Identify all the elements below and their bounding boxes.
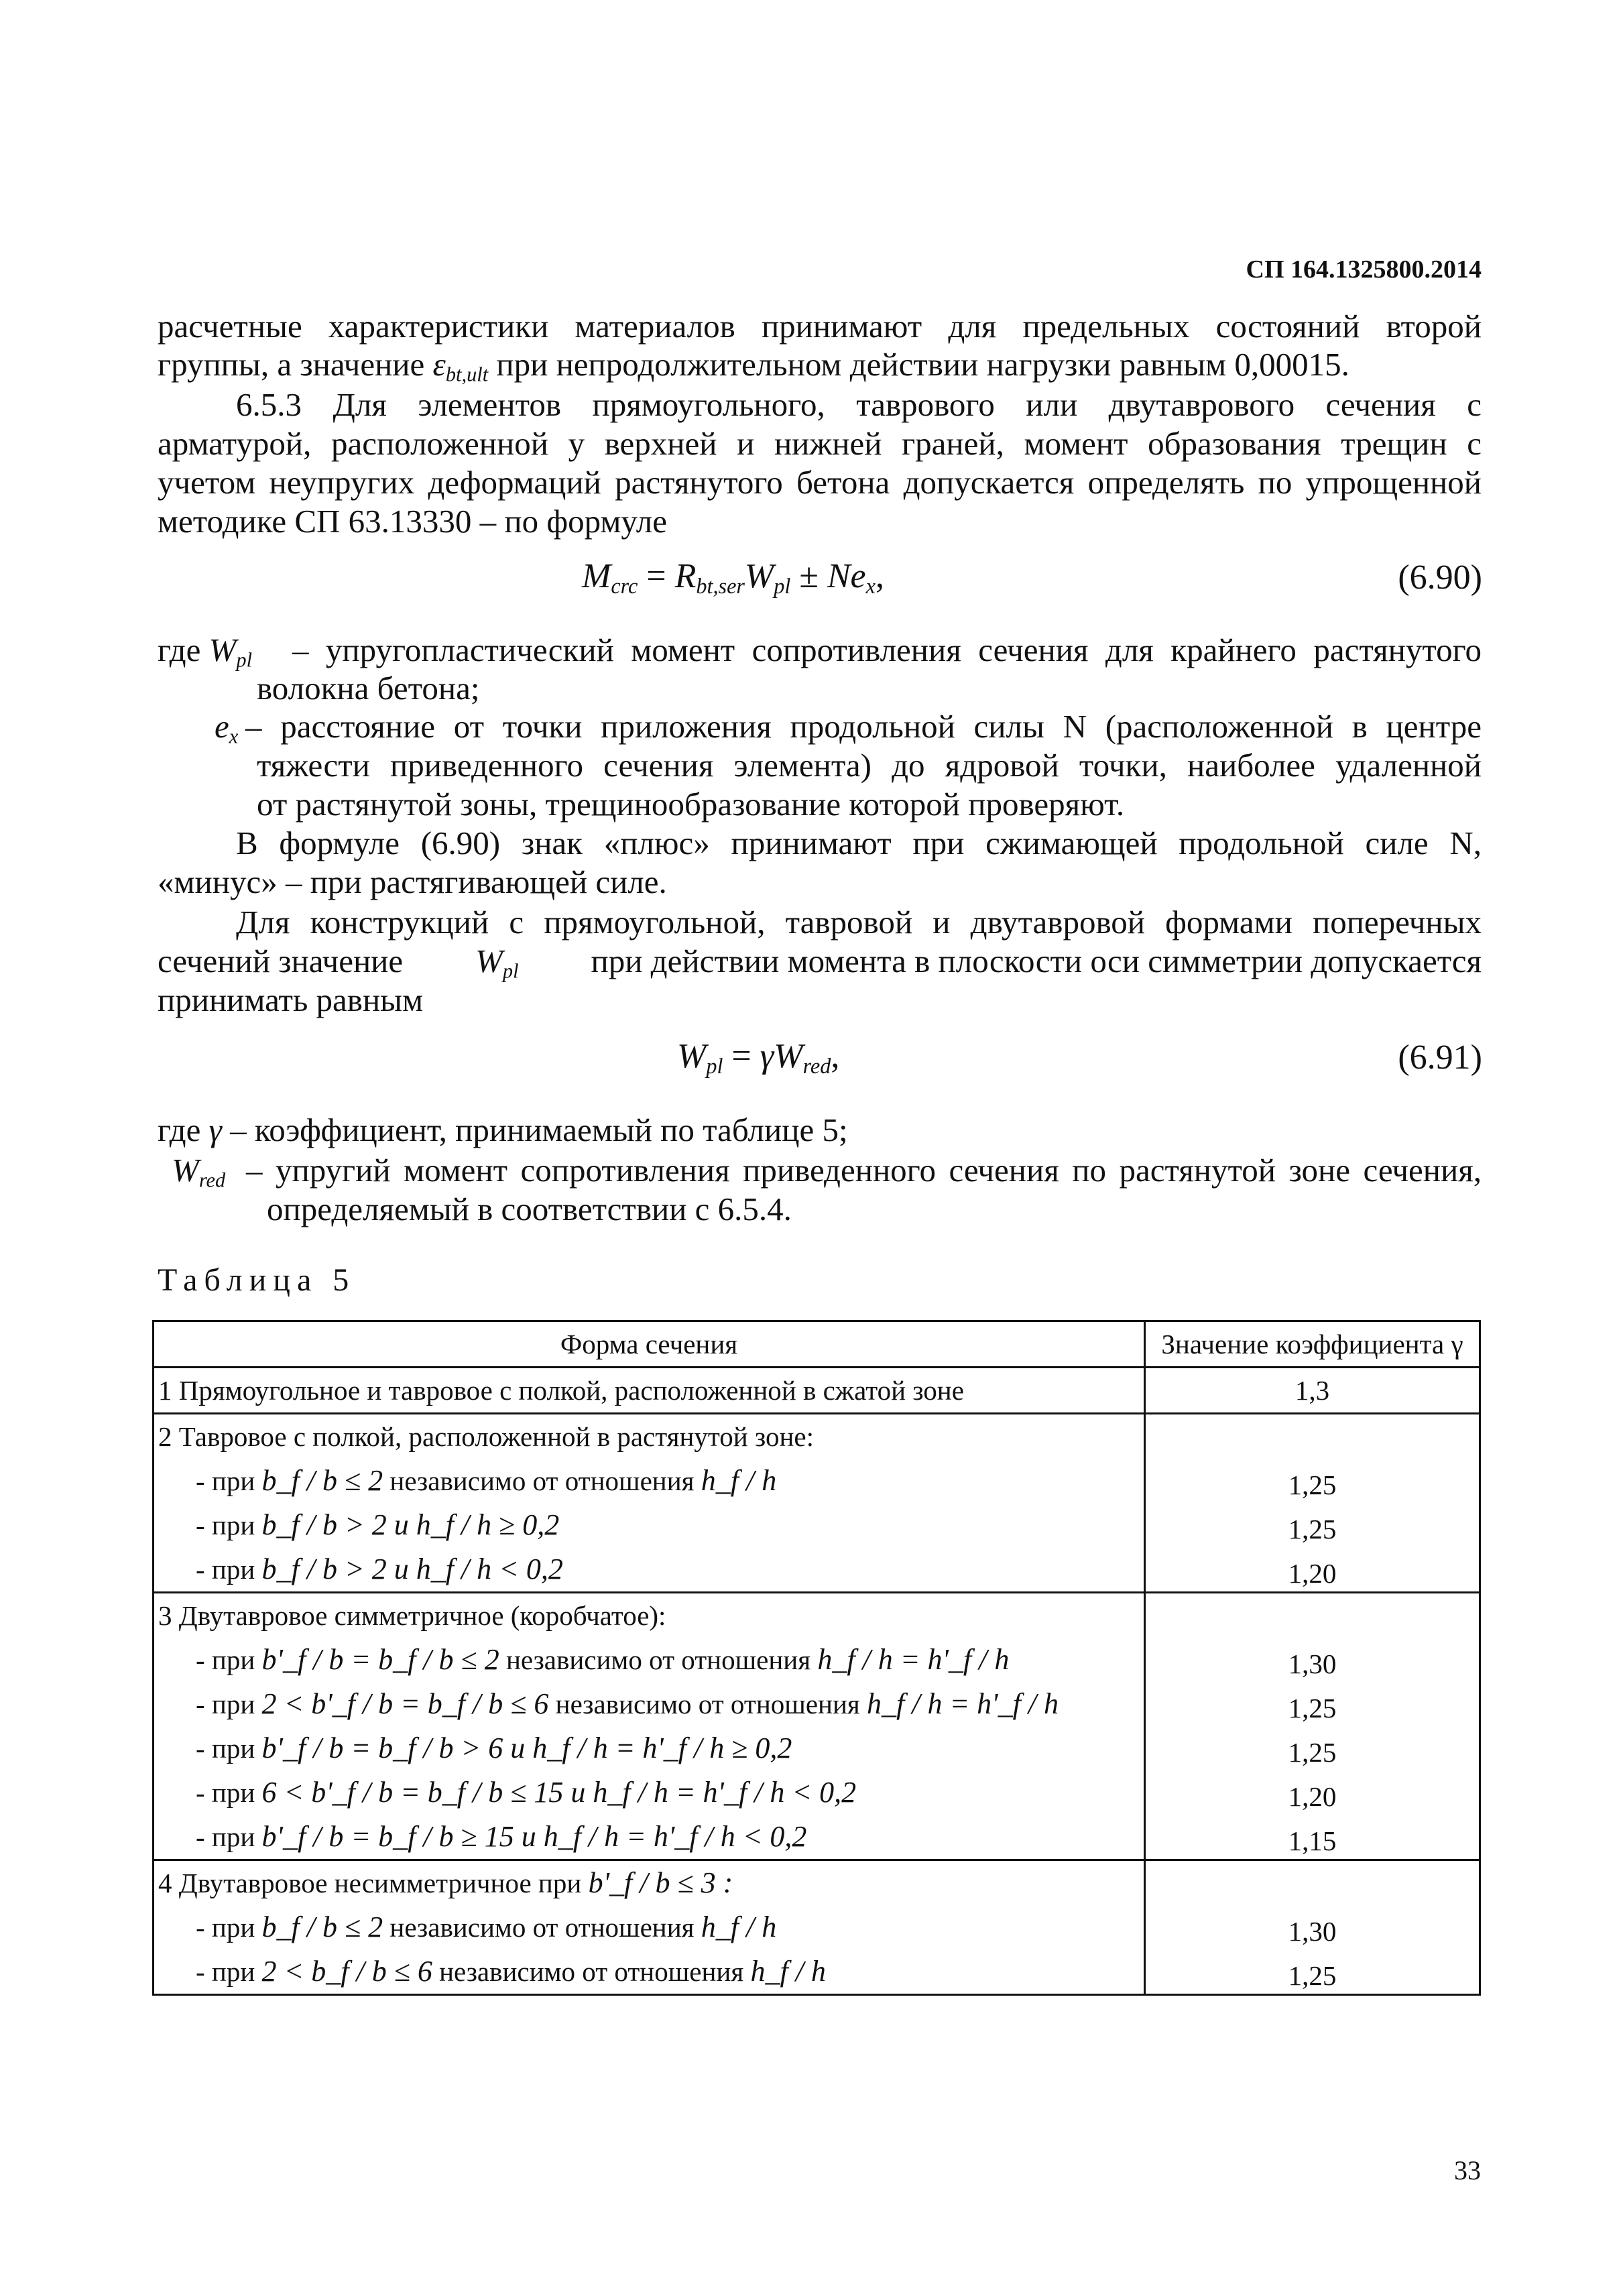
where-wpl-text-2: волокна бетона; xyxy=(257,670,480,707)
group-3-row-4: - при 6 < b'_f / b = b_f / b ≤ 15 и h_f / h = h'_f / h < 0,2 xyxy=(196,1776,857,1809)
group-4-row-1: - при b_f / b ≤ 2 независимо от отношения h_f / h xyxy=(196,1911,777,1943)
para-sign-line-2: «минус» – при растягивающей силе. xyxy=(158,863,667,900)
group-2-row-2: - при b_f / b > 2 и h_f / h ≥ 0,2 xyxy=(196,1508,560,1541)
group-3-value-4: 1,20 xyxy=(1288,1781,1337,1812)
group-3-row-3: - при b'_f / b = b_f / b > 6 и h_f / h = h'_f / h ≥ 0,2 xyxy=(196,1732,792,1764)
col-header-gamma: Значение коэффициента γ xyxy=(1144,1321,1480,1368)
table-header-row xyxy=(154,1321,1480,1368)
group-2-title-value xyxy=(1146,1414,1479,1459)
equation-number-6-91: (6.91) xyxy=(1398,1038,1482,1077)
where-ex-text-2: тяжести приведенного сечения элемента) до ядровой точки, наиболее удаленной xyxy=(257,747,1482,784)
where-ex-text-3: от растянутой зоны, трещинообразование которой проверяют. xyxy=(257,786,1125,823)
para-sign-line-1: В формуле (6.90) знак «плюс» принимают при сжимающей продольной силе N, xyxy=(236,825,1482,861)
page-number: 33 xyxy=(1454,2155,1481,2185)
intro-line-1: расчетные характеристики материалов принимают для предельных состояний второй xyxy=(158,308,1482,345)
where-wred-symbol: $W_{red}$ xyxy=(172,1152,226,1192)
where-ex-symbol: $e_x$ xyxy=(215,708,239,748)
group-2-row-1: - при b_f / b ≤ 2 независимо от отношения h_f / h xyxy=(196,1464,777,1497)
group-3-title-value xyxy=(1146,1593,1479,1638)
table-row-group-2 xyxy=(154,1414,1480,1593)
clause-6-5-3-line-2: арматурой, расположенной у верхней и нижней граней, момент образования трещин с xyxy=(158,425,1482,462)
group-4-value-1: 1,30 xyxy=(1288,1916,1337,1947)
table-5 xyxy=(152,1320,1481,1996)
para-wpl-line-2: сечений значение $W_{pl}$ при действии момента в плоскости оси симметрии допускается xyxy=(158,943,1482,983)
group-3-value-3: 1,25 xyxy=(1288,1737,1337,1768)
group-1-value: 1,3 xyxy=(1295,1375,1330,1406)
table-row-group-4 xyxy=(154,1860,1480,1995)
group-4-title: 4 Двутавровое несимметричное при b'_f / b ≤ 3 : xyxy=(158,1866,733,1899)
group-2-row-3: - при b_f / b > 2 и h_f / h < 0,2 xyxy=(196,1553,563,1585)
where-wpl-text-1: – упругопластический момент сопротивления сечения для крайнего растянутого xyxy=(292,631,1482,668)
group-3-row-2: - при 2 < b'_f / b = b_f / b ≤ 6 независимо от отношения h_f / h = h'_f / h xyxy=(196,1687,1059,1720)
group-3-value-1: 1,30 xyxy=(1288,1648,1337,1679)
table-caption: Таблица 5 xyxy=(158,1262,356,1298)
group-4-row-2: - при 2 < b_f / b ≤ 6 независимо от отношения h_f / h xyxy=(196,1955,826,1988)
group-2-value-3: 1,20 xyxy=(1288,1558,1337,1589)
clause-6-5-3-line-4: методике СП 63.13330 – по формуле xyxy=(158,503,667,540)
intro-text-after: при непродолжительном действии нагрузки равным 0,00015. xyxy=(496,346,1349,383)
formula-6-91: $W_{pl} = \gamma W_{red}$, xyxy=(677,1037,840,1079)
group-3-value-2: 1,25 xyxy=(1288,1693,1337,1724)
group-3-title: 3 Двутавровое симметричное (коробчатое): xyxy=(158,1600,666,1631)
group-2-title: 2 Тавровое с полкой, расположенной в растянутой зоне: xyxy=(158,1421,814,1452)
para-wpl-line-3: принимать равным xyxy=(158,981,424,1018)
where-gamma-line: где γ – коэффициент, принимаемый по таблице 5; xyxy=(158,1111,848,1148)
where-wred-text-2: определяемый в соответствии с 6.5.4. xyxy=(267,1191,792,1227)
group-4-title-value xyxy=(1146,1861,1479,1905)
group-2-value-1: 1,25 xyxy=(1288,1469,1337,1500)
group-4-value-2: 1,25 xyxy=(1288,1960,1337,1991)
group-3-value-5: 1,15 xyxy=(1288,1825,1337,1856)
col-header-form: Форма сечения xyxy=(154,1321,1145,1368)
group-1-title: 1 Прямоугольное и тавровое с полкой, расположенной в сжатой зоне xyxy=(158,1375,964,1406)
clause-6-5-3-line-1: 6.5.3 Для элементов прямоугольного, таврового или двутаврового сечения с xyxy=(236,386,1482,423)
epsilon-symbol: $\varepsilon_{bt,ult}$ xyxy=(432,346,489,386)
group-3-row-5: - при b'_f / b = b_f / b ≥ 15 и h_f / h = h'_f / h < 0,2 xyxy=(196,1820,807,1853)
table-row-group-1 xyxy=(154,1368,1480,1414)
equation-number-6-90: (6.90) xyxy=(1398,558,1482,597)
where-wred-text-1: – упругий момент сопротивления приведенного сечения по растянутой зоне сечения, xyxy=(246,1152,1482,1189)
group-2-value-2: 1,25 xyxy=(1288,1514,1337,1545)
para-wpl-line-1: Для конструкций с прямоугольной, тавровой и двутавровой формами поперечных xyxy=(236,904,1482,941)
clause-6-5-3-line-3: учетом неупругих деформаций растянутого бетона допускается определять по упрощенной xyxy=(158,464,1482,501)
formula-6-90: $M_{crc} = R_{bt,ser}W_{pl} \pm Ne_x$, xyxy=(582,557,884,599)
document-code: СП 164.1325800.2014 xyxy=(1246,255,1482,284)
where-ex-text-1: – расстояние от точки приложения продольной силы N (расположенной в центре xyxy=(245,708,1482,745)
table-row-group-3 xyxy=(154,1593,1480,1860)
where-wpl-line-1: где $W_{pl}$ xyxy=(158,631,253,672)
intro-text: группы, а значение xyxy=(158,346,425,383)
group-3-row-1: - при b'_f / b = b_f / b ≤ 2 независимо от отношения h_f / h = h'_f / h xyxy=(196,1643,1010,1676)
